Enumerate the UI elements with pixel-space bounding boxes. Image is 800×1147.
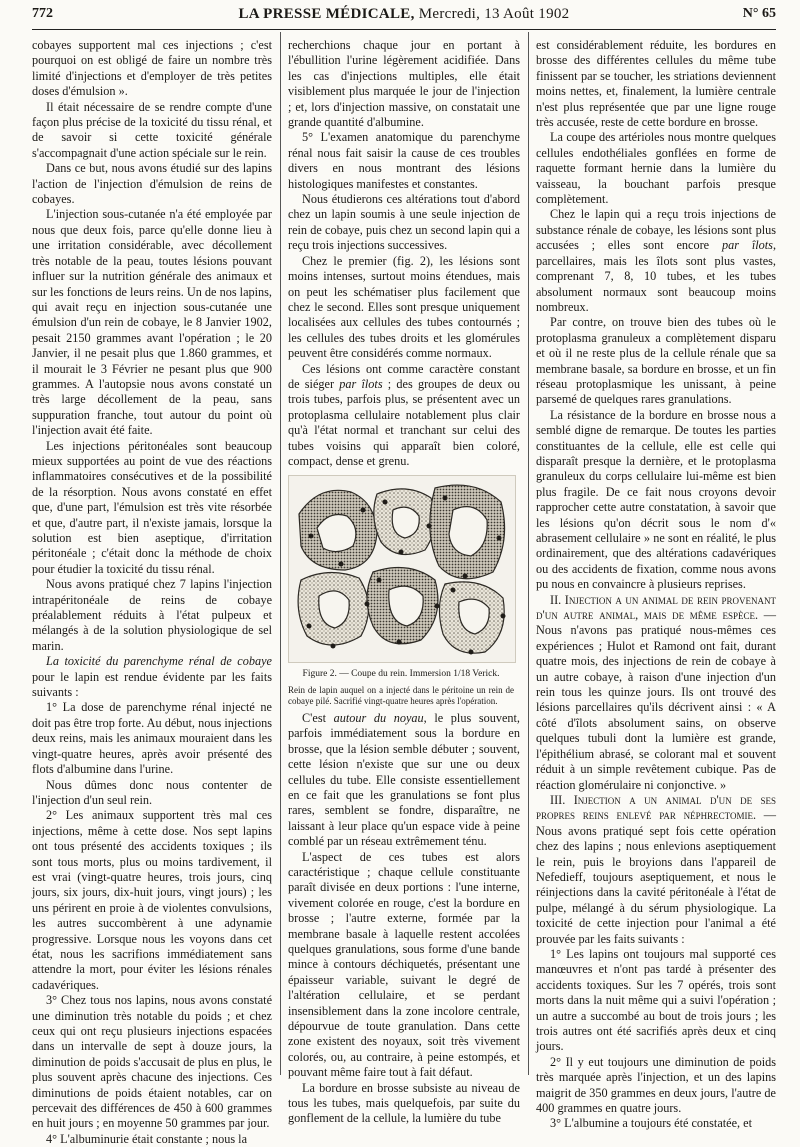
column-1 [32, 38, 272, 1147]
header-rule [32, 29, 776, 30]
paragraph: Nous avons pratiqué chez 7 lapins l'injection intrapéritonéale de reins de cobaye préalablement réduits à l'état pulpeux et mélangés à de la solution physiologique de sel marin. [32, 577, 272, 653]
paragraph: 1° Les lapins ont toujours mal supporté ces manœuvres et n'ont pas tardé à présenter des accidents toxiques. Sur les 7 opérés, trois sont morts dans la nuit même qui a suivi l'opération ; un autre a succombé au bout de trois jours ; les trois autres ont été sacrifiés après deux et cinq jours. [536, 946, 776, 1054]
page-header [32, 4, 776, 30]
journal-name: LA PRESSE MÉDICALE, [238, 6, 415, 22]
page-number: 772 [32, 6, 53, 21]
section-heading: III. Injection a un animal d'un de ses propres reins enlevé par néphrectomie. [536, 792, 776, 823]
figure-caption: Figure 2. — Coupe du rein. Immersion 1/18 Verick. [302, 669, 500, 680]
italic-phrase: par îlots [339, 376, 383, 391]
paragraph: 1° La dose de parenchyme rénal injecté ne doit pas être trop forte. Au début, nous injections deux reins, mais les animaux mouraient dans les vingt-quatre heures, après avoir présenté des flots d'albumine dans l'urine. [32, 700, 272, 777]
paragraph: Dans ce but, nous avons étudié sur des lapins l'action de l'injection d'émulsion de reins de cobayes. [32, 161, 272, 207]
text-run: pour le lapin est rendue évidente par les faits suivants : [32, 669, 272, 700]
paragraph: est considérablement réduite, les bordures en brosse des différentes cellules du même tube finissent par se toucher, les striations deviennent moins nettes, et, finalement, la lumière centrale n'est plus représentée que par une ligne rouge très accusée, reste de cette bordure en brosse. [536, 38, 776, 130]
paragraph: 2° Il y eut toujours une diminution de poids très marquée après l'injection, et un des lapins maigrit de 350 grammes en deux jours, l'autre de 400 grammes en quatre jours. [536, 1054, 776, 1116]
text-run: — Nous avons pratiqué sept fois cette opération chez des lapins ; nous enlevions aseptiquement le rein, puis le broyions dans l'appareil de Nefedieff, toujours aseptiquement, et nous le réinjections dans la cavité péritonéale à l'état de pulpe, mélangé à du sérum physiologique. La toxicité de cette injection pour l'animal a été prouvée par les faits suivants : [536, 808, 777, 946]
italic-phrase: par îlots [721, 238, 773, 253]
paragraph: Chez le premier (fig. 2), les lésions sont moins intenses, surtout moins étendues, mais on peut les schématiser plus facilement que chez le second. Elles sont presque uniquement localisées aux cellules des tubes contournés ; les cellules des tubes droits et les glomérules peuvent être considérés comme normaux. [288, 253, 520, 361]
text-run: , le plus souvent, parfois immédiatement sous la bordure en brosse, que la lésion semble débuter ; souvent, cette lésion n'existe que sur une ou deux cellules du tube. Elle consiste essentiellement en ce fait que les granulations se font plus rares, semblent se fondre, disparaître, ne laissant à leur place qu'un espace vide à peine comblé par un réseau extrêmement ténu. [288, 710, 520, 849]
column-divider [280, 32, 281, 1075]
text-run: ; des groupes de deux ou trois tubes, parfois plus, se présentent avec un protoplasma cellulaire notablement plus clair qu'à l'état normal et tranchant sur celui des tubes voisins qui apparaît bien coloré, compact, dense et grenu. [288, 376, 521, 468]
paragraph [288, 362, 520, 470]
micrograph-image [288, 475, 516, 663]
paragraph: Nous dûmes donc nous contenter de l'injection d'un seul rein. [32, 777, 272, 807]
section-heading: II. Injection a un animal de rein provenant d'un autre animal, mais de même espèce. [536, 592, 776, 623]
paragraph: La coupe des artérioles nous montre quelques cellules endothéliales gonflées en forme de raquette formant hernie dans la lumière du vaisseau, la bouchant parfois presque complètement. [536, 130, 776, 207]
column-2 [288, 38, 520, 1127]
paragraph: 4° L'albuminurie était constante ; nous la [46, 1131, 248, 1146]
figure-2 [288, 475, 514, 707]
text-run: Chez le lapin qui a reçu trois injections de substance rénale de cobaye, les lésions sont plus accusées ; elles sont encore [536, 207, 776, 253]
paragraph: 2° Les animaux supportent très mal ces injections, même à cette dose. Nos sept lapins ont tous présenté des accidents toxiques ; ils sont tous morts, plus ou moins tardivement, il est vrai (vingt-quatre heures, trois jours, cinq jours, six jours, dix-huit jours, vingt jours) ; les uns périrent en proie à de violentes convulsions, les autres succombèrent à une adynamie progressive. Lorsque nous les voyons dans cet état, nous les sacrifions immédiatement sans attendre la mort, pour éviter les lésions rénales cadavériques. [32, 808, 272, 992]
section-paragraph [536, 793, 776, 947]
issue-number: N° 65 [742, 6, 776, 21]
paragraph: La résistance de la bordure en brosse nous a semblé digne de remarque. De toutes les parties constituantes de la cellule, elle est celle qui disparaît presque la dernière, et le protoplasma granuleux du corps cellulaire lui-même est bien plus fragile. De ce fait nous croyons devoir rapprocher cette autre constatation, à savoir que les lésions qu'on décrit sous le nom d'« abrasement cellulaire » ne sont en réalité, le plus ordinairement, que des altérations cadavériques ou des accidents de fixation, comme nous avons pu nous en convaincre à plusieurs reprises. [536, 407, 776, 592]
paragraph: 3° Chez tous nos lapins, nous avons constaté une diminution très notable du poids ; et chez ceux qui ont reçu plusieurs injections espacées dans un intervalle de sept à douze jours, la diminution de poids s'accusait de plus en plus, le plus souvent après chacune des injections. Ces diminutions de poids étaient notables, car on percevait des différences de 450 à 600 grammes en huit jours ; en moyenne 50 grammes par jour. [32, 993, 272, 1131]
italic-phrase: La toxicité du parenchyme rénal de cobaye [46, 654, 272, 669]
paragraph [32, 654, 272, 700]
paragraph: La bordure en brosse subsiste au niveau de tous les tubes, mais quelquefois, par suite du gonflement de la cellule, la lumière du tube [288, 1080, 520, 1126]
paragraph: recherchions chaque jour en portant à l'ébullition l'urine légèrement acidifiée. Dans les cas d'injections multiples, elle était visiblement plus marquée le jour de l'injection ; et, lors d'injection massive, on constatait une grande quantité d'albumine. [288, 38, 520, 130]
paragraph: cobayes supportent mal ces injections ; c'est pourquoi on est obligé de faire un nombre très limité d'injections et d'employer de très petites doses d'émulsion ». [32, 38, 272, 99]
text-run: C'est [302, 710, 334, 725]
paragraph: 5° L'examen anatomique du parenchyme rénal nous fait saisir la cause de ces troubles divers en nous montrant des lésions histologiques manifestes et constantes. [288, 130, 520, 191]
paragraph [536, 207, 776, 315]
section-paragraph [536, 593, 776, 793]
paragraph: Par contre, on trouve bien des tubes où le protoplasma granuleux a complètement disparu et où il ne reste plus de la cellule rénale que sa membrane basale, sa bordure en brosse, et un fin réseau protoplasmique les unissant, à peine parsemé de quelques rares granulations. [536, 315, 776, 407]
paragraph: Il était nécessaire de se rendre compte d'une façon plus précise de la toxicité du tissu rénal, et de savoir si cette toxicité générale s'accompagnait d'une action spéciale sur le rein. [32, 99, 272, 160]
figure-legend: Rein de lapin auquel on a injecté dans le péritoine un rein de cobaye pilé. Sacrifié vingt-quatre heures après l'opération. [288, 684, 514, 706]
paragraph: L'aspect de ces tubes est alors caractéristique ; chaque cellule constituante paraît divisée en deux portions : l'une interne, vivement colorée en rouge, c'est la bordure en brosse ; l'autre externe, formée par la membrane basale à laquelle restent accolées quelques granulations, sous forme d'une bande mince à contours déchiquetés, présentant une épaisseur variable, suivant le degré de l'altération cellulaire, et se perdant insensiblement dans la zone incolore centrale, dépourvue de toute granulation. Dans cette zone existent des noyaux, soit très vivement colorés, ou, au contraire, à peine estompés, et pouvant même faire tout à fait défaut. [288, 849, 520, 1080]
column-divider [528, 32, 529, 1075]
paragraph: Les injections péritonéales sont beaucoup mieux supportées au point de vue des réactions inflammatoires consécutives et de la possibilité de la résorption. Nous avons constaté en effet que, d'une part, l'émulsion est très vite résorbée et que, d'autre part, il n'existe jamais, lorsque la solution est bien aseptique, d'irritation péritonéale ; c'était donc la méthode de choix pour étudier la toxicité du tissu rénal. [32, 438, 272, 576]
paragraph [288, 711, 520, 850]
paragraph: Nous étudierons ces altérations tout d'abord chez un lapin soumis à une seule injection de rein de cobaye, puis chez un second lapin qui a reçu trois injections successives. [288, 192, 520, 253]
running-title [32, 6, 776, 23]
text-run: Ces lésions ont comme caractère constant de siéger [288, 361, 520, 391]
italic-phrase: autour du noyau [333, 710, 424, 725]
text-run: , parcellaires, mais les îlots sont plus vastes, comprenant 7, 8, 10 tubes, et les tubes absolument normaux sont beaucoup moins nombreux. [536, 238, 776, 314]
column-3 [536, 38, 776, 1132]
paragraph: 3° L'albumine a toujours été constatée, et [550, 1116, 753, 1131]
text-run: — Nous n'avons pas pratiqué nous-mêmes ces expériences ; Hulot et Ramond ont fait, durant quatre mois, des injections de rein de cobaye à un autre cobaye, à raison d'une injection d'un rein tous les quinze jours. Ils ont trouvé des lésions parcellaires qu'ils décrivent ainsi : « A côté d'îlots absolument sains, on observe quelques tubuli dont la lumière est grande, l'épithélium abrasé, se colorant mal et souvent réduit à un simple revêtement cubique. Pas de réaction glomérulaire ni conjonctive. » [536, 608, 776, 792]
paragraph: L'injection sous-cutanée n'a été employée par nous que deux fois, parce qu'elle donne lieu à une irritation considérable, avec décollement très notable de la peau, toutes lésions pouvant influer sur la nutrition générale des animaux et sur les fonctions de leurs reins. Un de nos lapins, qui avait reçu en injection sous-cutanée une émulsion d'un rein de cobaye, le 8 Janvier 1902, pesait 2150 grammes avant l'opération ; le 20 Janvier, il ne pesait plus que 1.860 grammes, et il mourait le 3 Février ne pesant plus que 900 grammes. A l'autopsie nous avons constaté un très large décollement de la peau, sans suppuration franche, tout autour du point où l'injection avait été faite. [32, 207, 272, 438]
issue-date: Mercredi, 13 Août 1902 [418, 6, 570, 22]
kidney-section-illustration [289, 476, 515, 662]
